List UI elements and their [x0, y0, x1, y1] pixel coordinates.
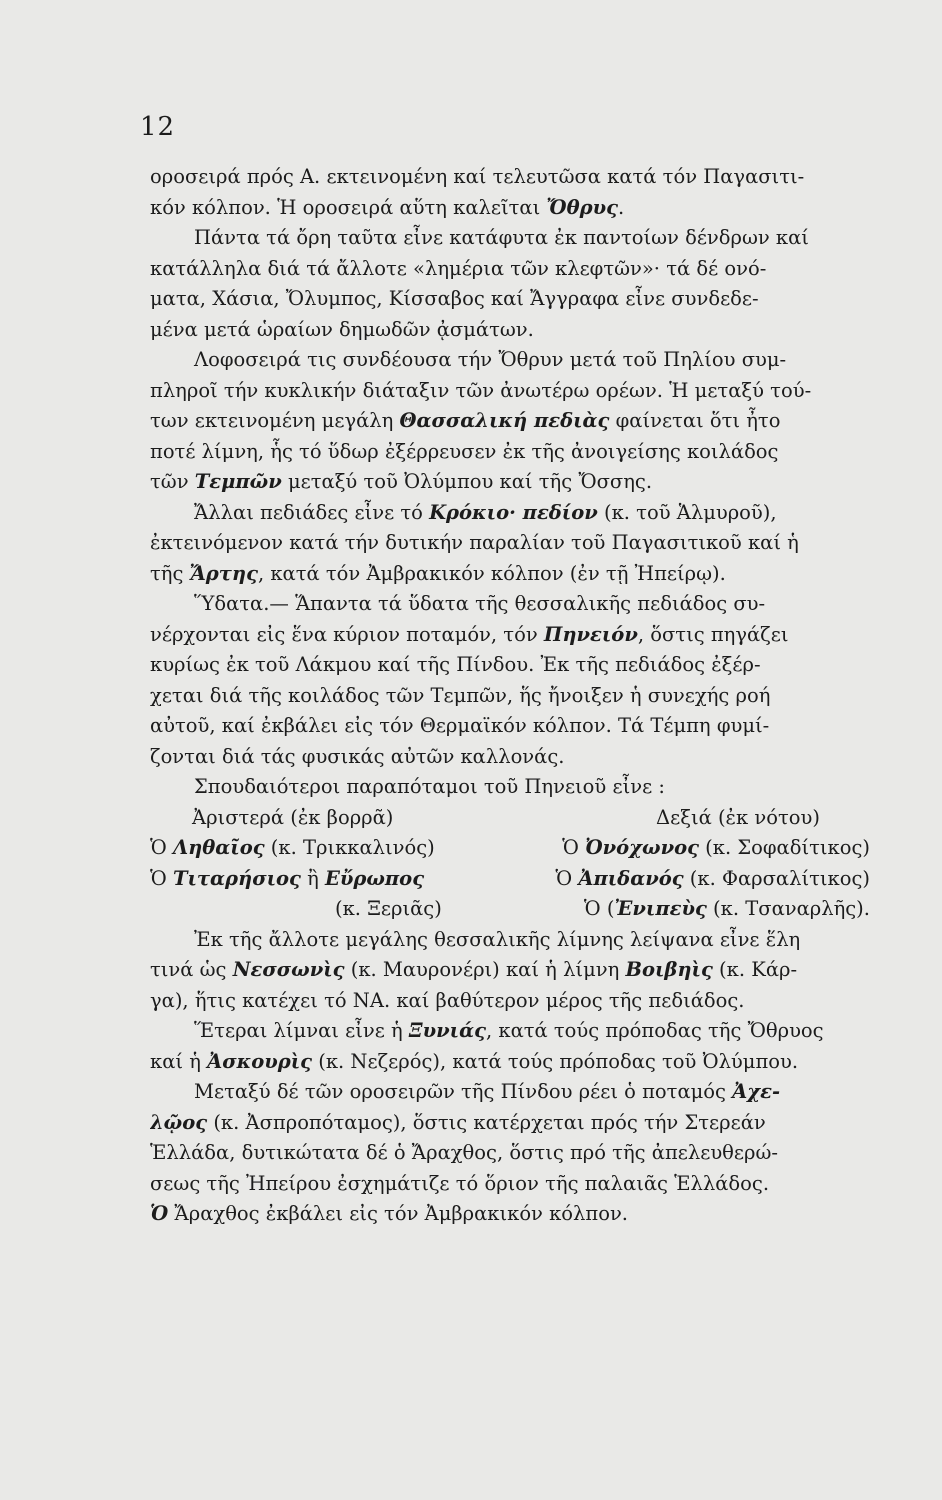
text-line — [150, 376, 870, 407]
tributaries-header — [150, 803, 870, 834]
text-run: Ἑλλάδα, δυτικώτατα δέ ὁ Ἄραχθος, ὅστις πρό τῆς ἀπελευθερώ- — [150, 1141, 778, 1164]
text-line — [150, 986, 870, 1017]
text-line — [150, 742, 870, 773]
text-run: Μεταξύ δέ τῶν οροσειρῶν τῆς Πίνδου ρέει ὁ ποταμός — [194, 1080, 733, 1103]
emphasized-term: Ἀχε- — [732, 1080, 781, 1103]
text-run: ἢ — [300, 866, 325, 890]
text-line — [150, 1077, 870, 1108]
text-line — [150, 681, 870, 712]
text-run: Ἐκ τῆς ἄλλοτε μεγάλης θεσσαλικῆς λίμνης λείψανα εἶνε ἕλη — [194, 927, 801, 951]
text-run: Σπουδαιότεροι παραπόταμοι τοῦ Πηνειοῦ εἶνε : — [194, 775, 665, 798]
text-line — [150, 1047, 870, 1078]
text-line — [150, 1169, 870, 1200]
emphasized-term: Ληθαῖος — [172, 836, 265, 859]
text-run: (κ. Σοφαδίτικος) — [698, 836, 870, 859]
emphasized-term: Ἐνιπεὺς — [614, 897, 707, 920]
text-run: (κ. Κάρ- — [712, 958, 798, 981]
emphasized-term: Ἀπιδανός — [578, 866, 684, 890]
emphasized-term: Βοιβηὶς — [625, 958, 713, 981]
text-run: Ἕτεραι λίμναι εἶνε ἡ — [194, 1019, 409, 1042]
text-run: ἐκτεινόμενον κατά τήν δυτικήν παραλίαν τοῦ Παγασιτικοῦ καί ἡ — [150, 531, 799, 554]
text-line — [150, 254, 870, 285]
text-run: αὐτοῦ, καί ἐκβάλει εἰς τόν Θερμαϊκόν κόλπον. Τά Τέμπη φυμί- — [150, 714, 770, 737]
text-line — [150, 284, 870, 315]
text-run: (κ. Ἀσπροπόταμος), ὅστις κατέρχεται πρός τήν Στερεάν — [207, 1110, 766, 1134]
text-line — [150, 467, 870, 498]
tributaries-right-heading: Δεξιά (ἐκ νότου) — [656, 805, 820, 829]
text-line — [150, 406, 870, 437]
text-run: κόν κόλπον. Ἡ οροσειρά αὕτη καλεῖται — [150, 195, 547, 219]
text-run: (κ. Φαρσαλίτικος) — [683, 866, 870, 890]
emphasized-term: Πηνειόν — [543, 622, 638, 646]
text-run: μένα μετά ὡραίων δημωδῶν ᾀσμάτων. — [150, 317, 534, 341]
text-run: Ὁ — [562, 836, 586, 859]
text-run: οροσειρά πρός Α. εκτεινομένη καί τελευτῶσα κατά τόν Παγασιτι- — [150, 165, 805, 188]
emphasized-term: Ὀνόχωνος — [585, 836, 699, 859]
emphasized-term: Νεσσωνὶς — [232, 958, 345, 981]
text-run: πληροῖ τήν κυκλικήν διάταξιν τῶν ἀνωτέρω ορέων. Ἡ μεταξύ τού- — [150, 378, 812, 402]
emphasized-term: Ὁ — [150, 1202, 169, 1225]
text-run: Ὁ ( — [583, 897, 615, 920]
text-run: (κ. Ξεριᾶς) — [335, 897, 442, 920]
text-run: χεται διά τῆς κοιλάδος τῶν Τεμπῶν, ἥς ἤνοιξεν ἡ συνεχής ροή — [150, 683, 771, 707]
tributary-row — [150, 864, 870, 895]
tributary-left — [150, 894, 442, 925]
text-run: σεως τῆς Ἠπείρου ἐσχημάτιζε τό ὅριον τῆς παλαιᾶς Ἑλλάδος. — [150, 1171, 770, 1195]
page-number: 12 — [140, 112, 176, 142]
text-run: μεταξύ τοῦ Ὀλύμπου καί τῆς Ὄσσης. — [281, 470, 653, 493]
text-run: Ὕδατα.— Ἅπαντα τά ὕδατα τῆς θεσσαλικῆς πεδιάδος συ- — [194, 592, 766, 615]
text-line — [150, 589, 870, 620]
tributary-right — [555, 864, 870, 895]
text-run: ματα, Χάσια, Ὄλυμπος, Κίσσαβος καί Ἄγγραφα εἶνε συνδεδε- — [150, 287, 759, 310]
text-line — [150, 772, 870, 803]
text-line — [150, 162, 870, 193]
emphasized-term: λῷος — [150, 1110, 208, 1134]
text-run: , κατά τούς πρόποδας τῆς Ὄθρυος — [485, 1019, 824, 1042]
emphasized-term: Τεμπῶν — [194, 470, 282, 493]
text-run: τινά ὡς — [150, 958, 233, 981]
tributaries-table — [150, 833, 870, 925]
emphasized-term: Εὔρωπος — [324, 866, 425, 890]
text-run: Ἄραχθος ἐκβάλει εἰς τόν Ἀμβρακικόν κόλπον. — [168, 1202, 629, 1225]
emphasized-term: Κρόκιο· πεδίον — [429, 500, 598, 524]
text-line — [150, 528, 870, 559]
text-line — [150, 1138, 870, 1169]
text-run: ποτέ λίμνη, ἧς τό ὕδωρ ἐξέρρευσεν ἐκ τῆς ἀνοιγείσης κοιλάδος — [150, 439, 779, 463]
emphasized-term: Ὄθρυς — [546, 195, 618, 219]
text-line — [150, 559, 870, 590]
text-run: (κ. Νεζερός), κατά τούς πρόποδας τοῦ Ὀλύμπου. — [312, 1049, 799, 1073]
text-run: νέρχονται εἰς ἕνα κύριον ποταμόν, τόν — [150, 622, 544, 646]
emphasized-term: Ἀσκουρὶς — [207, 1049, 313, 1073]
paragraph-block-lower — [150, 925, 870, 1230]
text-line — [150, 1016, 870, 1047]
text-run: Ὁ — [555, 866, 579, 890]
text-run: κυρίως ἐκ τοῦ Λάκμου καί τῆς Πίνδου. Ἐκ τῆς πεδιάδος ἐξέρ- — [150, 653, 761, 676]
text-line — [150, 223, 870, 254]
text-line — [150, 1199, 870, 1230]
tributary-right — [562, 833, 870, 864]
paragraph-block-upper — [150, 162, 870, 803]
text-line — [150, 315, 870, 346]
text-run: . — [617, 195, 625, 219]
text-line — [150, 620, 870, 651]
text-line — [150, 925, 870, 956]
body-text — [150, 162, 870, 1230]
tributary-row — [150, 894, 870, 925]
text-run: Ὁ — [150, 866, 173, 890]
text-run: κατάλληλα διά τά ἄλλοτε «λημέρια τῶν κλεφτῶν»· τά δέ ονό- — [150, 256, 767, 280]
text-run: (κ. τοῦ Ἁλμυροῦ), — [597, 500, 777, 524]
emphasized-term: Τιταρήσιος — [172, 866, 301, 890]
tributary-left — [150, 864, 424, 895]
text-line — [150, 955, 870, 986]
text-line — [150, 437, 870, 468]
emphasized-term: Θασσαλική πεδιὰς — [399, 409, 610, 432]
text-run: Πάντα τά ὄρη ταῦτα εἶνε κατάφυτα ἐκ παντοίων δένδρων καί — [194, 226, 809, 249]
text-run: Ἄλλαι πεδιάδες εἶνε τό — [194, 500, 430, 524]
emphasized-term: Ξυνιάς — [408, 1019, 486, 1042]
text-line — [150, 1108, 870, 1139]
text-line — [150, 650, 870, 681]
text-line — [150, 345, 870, 376]
text-run: (κ. Τρικκαλινός) — [264, 836, 435, 859]
tributaries-left-heading: Ἀριστερά (ἐκ βορρᾶ) — [192, 805, 394, 829]
text-run: τῶν — [150, 470, 195, 493]
text-run: Λοφοσειρά τις συνδέουσα τήν Ὄθρυν μετά τοῦ Πηλίου συμ- — [194, 348, 787, 371]
text-run: καί ἡ — [150, 1049, 208, 1073]
text-run: (κ. Τσαναρλῆς). — [706, 897, 870, 920]
text-line — [150, 711, 870, 742]
tributary-left — [150, 833, 435, 864]
text-line — [150, 498, 870, 529]
tributary-right — [584, 894, 870, 925]
text-run: , κατά τόν Ἀμβρακικόν κόλπον (ἐν τῇ Ἠπείρῳ). — [257, 561, 726, 585]
text-run: (κ. Μαυρονέρι) καί ἡ λίμνη — [344, 958, 626, 981]
text-run: Ὁ — [150, 836, 173, 859]
emphasized-term: Ἄρτης — [189, 561, 258, 585]
tributary-row — [150, 833, 870, 864]
text-run: γα), ἥτις κατέχει τό ΝΑ. καί βαθύτερον μέρος τῆς πεδιάδος. — [150, 988, 745, 1012]
text-line — [150, 193, 870, 224]
text-run: τῆς — [150, 561, 190, 585]
text-run: των εκτεινομένη μεγάλη — [150, 409, 400, 432]
text-run: φαίνεται ὅτι ἦτο — [609, 409, 781, 432]
text-run: , ὅστις πηγάζει — [637, 622, 789, 646]
text-run: ζονται διά τάς φυσικάς αὐτῶν καλλονάς. — [150, 744, 565, 768]
